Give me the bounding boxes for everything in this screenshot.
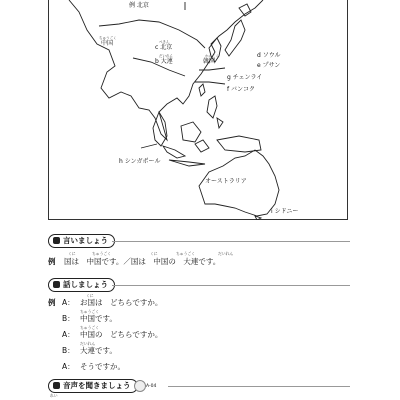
dialogue-line-1: お国は どちらですか。 [80,298,163,307]
dialogue-speaker-4: B： [62,346,75,355]
furi-chuugoku-2: ちゅうごく [176,251,195,256]
map-ruby-beijing: ぺきん [159,40,170,44]
map-label-china: 中国 [101,40,114,47]
speech-bubble-icon [53,237,60,244]
map-label-chennai: g チェンライ [227,74,263,81]
map-ruby-korea: かんこく [205,54,219,58]
dialogue-furi-1: くに [86,293,94,298]
dialogue-example-mark: 例 [48,298,56,307]
example-mark: 例 [48,257,56,266]
map-label-beijing: c 北京 [155,44,173,51]
dialogue-speaker-3: A： [62,330,75,339]
dialogue-furi-3: ちゅうごく [80,325,99,330]
asia-map [49,0,349,220]
map-label-seoul: d ソウル [257,52,281,59]
map-label-bangkok: f バンコク [227,86,256,93]
section-title-hanashimashou: 話しましょう [48,278,115,292]
map-frame [48,0,348,220]
example-sentence: 国は 中国です。／国は 中国の 大連です。 [64,257,221,266]
dialogue-line-3: 中国の どちらですか。 [80,330,163,339]
dialogue-furi-4: だいれん [80,341,96,346]
map-label-busan: e プサン [257,62,281,69]
speech-bubble-icon [53,281,60,288]
furi-chuugoku: ちゅうごく [92,251,111,256]
map-label-australia: オーストラリア [205,178,247,185]
speech-bubble-icon [53,382,60,389]
audio-cd-icon[interactable] [134,380,146,392]
dialogue-speaker-5: A： [62,362,75,371]
map-ruby-china: ちゅうごく [99,36,117,40]
furi-dairen: だいれん [218,251,234,256]
dialogue-speaker-1: A： [62,298,75,307]
map-label-singapore: h シンガポール [119,158,161,165]
map-ruby-dalian: だいれん [159,54,173,58]
audio-track-number: A-04 [146,384,157,389]
section-title-onsei: 音声を聞きましょう [48,379,138,393]
section-rule [168,386,350,387]
dialogue-line-2: 中国です。 [80,314,117,323]
furi-kuni-2: くに [150,251,158,256]
dialogue-furi-2: ちゅうごく [80,309,99,314]
map-label-dalian: b 大連 [155,58,173,65]
map-label-example-beijing: 例 北京 [129,2,149,9]
map-label-sydney: i シドニー [271,208,299,215]
dialogue-speaker-2: B： [62,314,75,323]
section-title-iimashou: 言いましょう [48,234,115,248]
section-rule [112,285,350,286]
map-label-korea: 韓国 [203,58,216,65]
dialogue-line-4: 大連です。 [80,346,117,355]
furi-kuni: くに [68,251,76,256]
dialogue-line-5: そうですか。 [80,362,125,371]
section-rule [112,241,350,242]
section3-example-mark: れい [50,393,58,398]
